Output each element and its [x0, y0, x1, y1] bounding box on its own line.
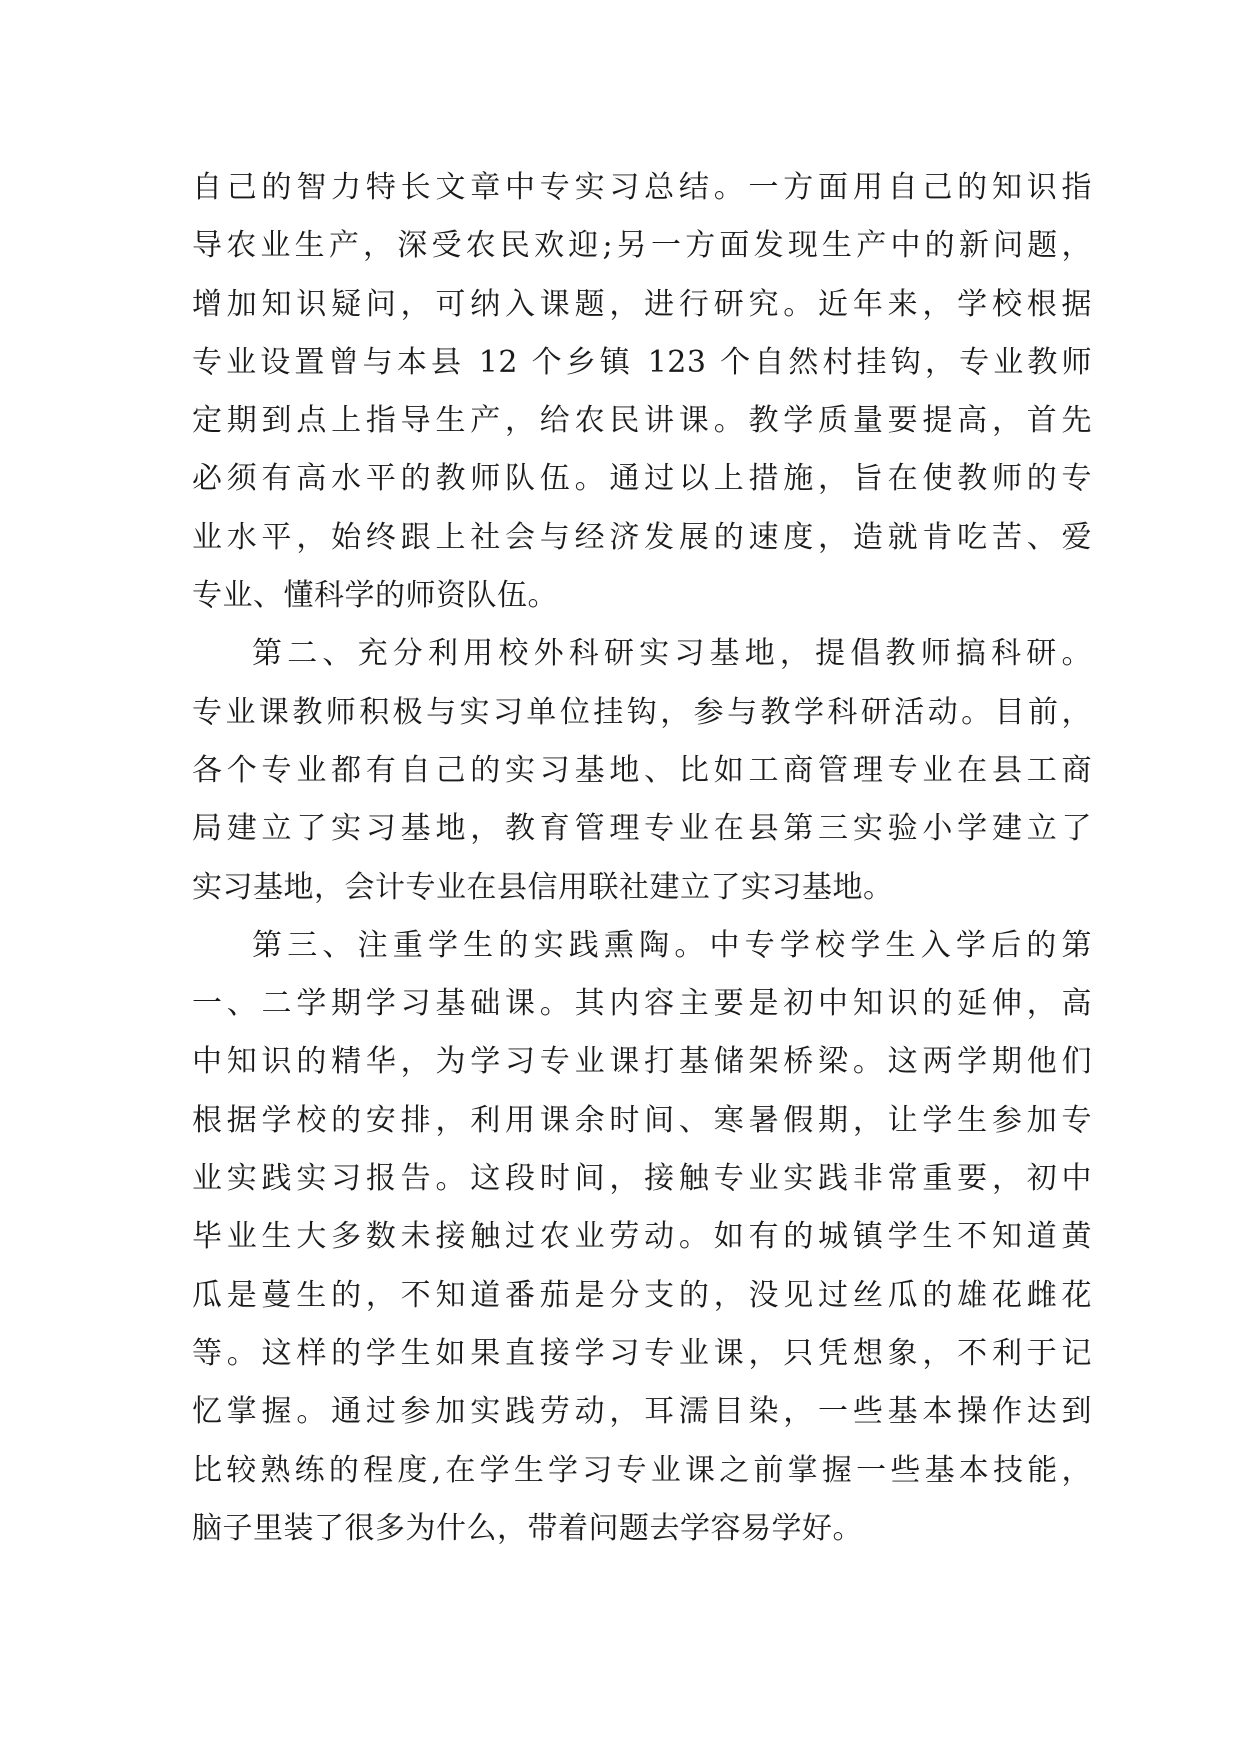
text-line: 专业课教师积极与实习单位挂钩，参与教学科研活动。目前，	[192, 694, 1092, 730]
text-line: 中知识的精华，为学习专业课打基储架桥梁。这两学期他们	[192, 1044, 1092, 1080]
text-line: 脑子里装了很多为什么，带着问题去学容易学好。	[192, 1510, 863, 1546]
text-line: 必须有高水平的教师队伍。通过以上措施，旨在使教师的专	[192, 461, 1092, 497]
text-line: 等。这样的学生如果直接学习专业课，只凭想象，不利于记	[192, 1335, 1092, 1371]
body-text	[192, 159, 1092, 1558]
text-line: 专业、懂科学的师资队伍。	[192, 578, 558, 614]
text-line: 一、二学期学习基础课。其内容主要是初中知识的延伸，高	[192, 986, 1092, 1022]
text-line: 定期到点上指导生产，给农民讲课。教学质量要提高，首先	[192, 403, 1092, 439]
text-line: 导农业生产，深受农民欢迎;另一方面发现生产中的新问题，	[192, 228, 1092, 264]
text-line: 根据学校的安排，利用课余时间、寒暑假期，让学生参加专	[192, 1102, 1092, 1138]
text-line: 忆掌握。通过参加实践劳动，耳濡目染，一些基本操作达到	[192, 1394, 1092, 1430]
paragraph-start-line: 第三、注重学生的实践熏陶。中专学校学生入学后的第	[252, 927, 1092, 963]
text-line: 各个专业都有自己的实习基地、比如工商管理专业在县工商	[192, 752, 1092, 788]
text-line: 业实践实习报告。这段时间，接触专业实践非常重要，初中	[192, 1161, 1092, 1197]
text-line: 局建立了实习基地，教育管理专业在县第三实验小学建立了	[192, 811, 1092, 847]
text-line: 比较熟练的程度,在学生学习专业课之前掌握一些基本技能，	[192, 1452, 1092, 1488]
text-line: 专业设置曾与本县 12 个乡镇 123 个自然村挂钩，专业教师	[192, 344, 1092, 380]
paragraph-start-line: 第二、充分利用校外科研实习基地，提倡教师搞科研。	[252, 636, 1092, 672]
text-line: 增加知识疑问，可纳入课题，进行研究。近年来，学校根据	[192, 286, 1092, 322]
text-line: 自己的智力特长文章中专实习总结。一方面用自己的知识指	[192, 170, 1092, 205]
text-line: 毕业生大多数未接触过农业劳动。如有的城镇学生不知道黄	[192, 1219, 1092, 1255]
text-line: 业水平，始终跟上社会与经济发展的速度，造就肯吃苦、爱	[192, 519, 1092, 555]
text-line: 实习基地，会计专业在县信用联社建立了实习基地。	[192, 869, 894, 905]
text-line: 瓜是蔓生的，不知道番茄是分支的，没见过丝瓜的雄花雌花	[192, 1277, 1092, 1313]
